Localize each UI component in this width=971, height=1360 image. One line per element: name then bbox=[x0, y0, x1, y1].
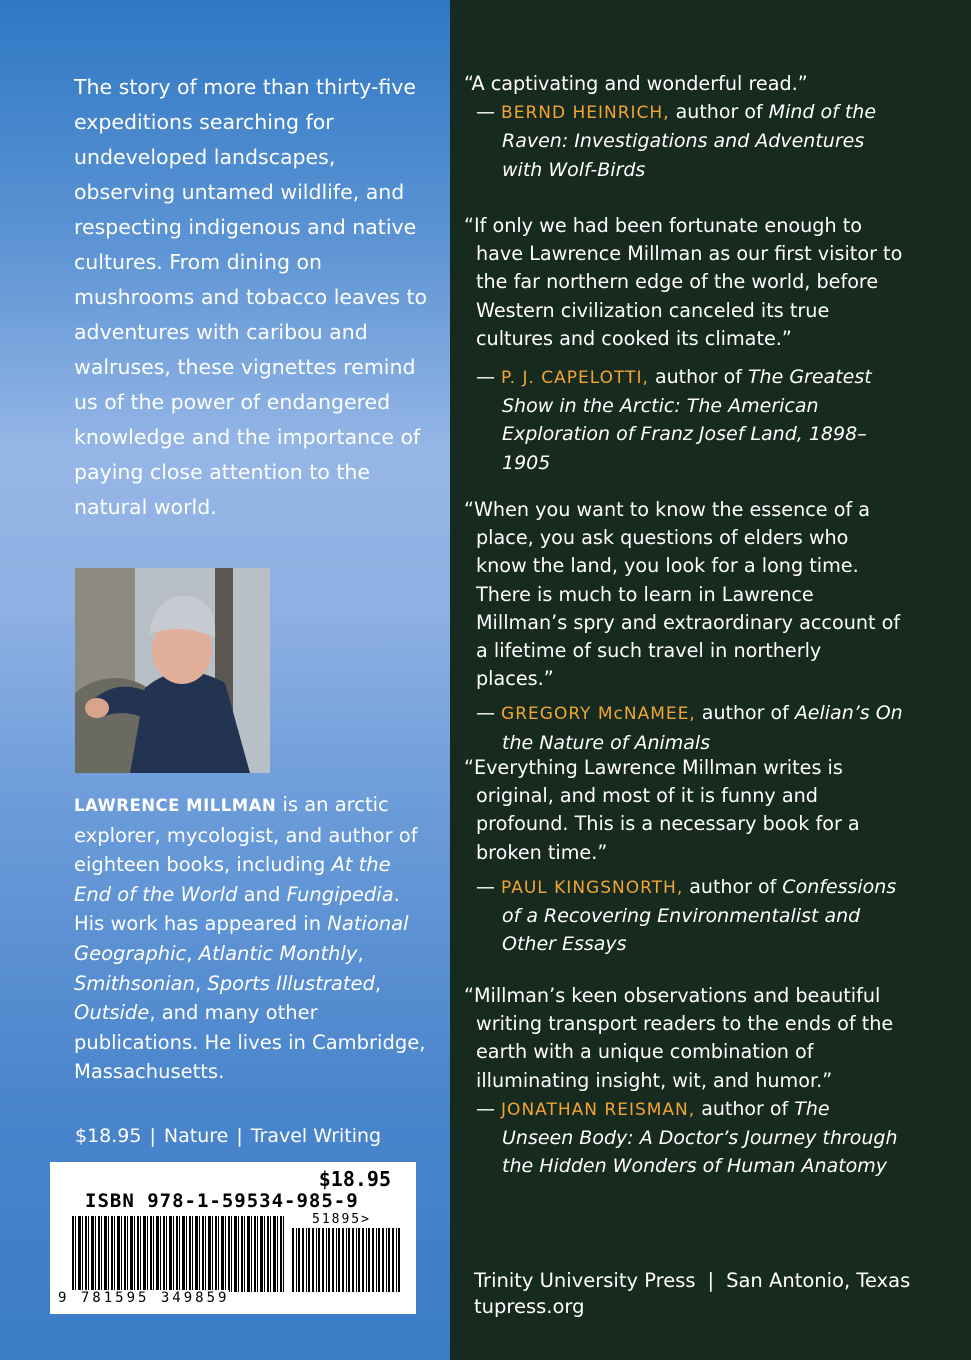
bio-text: , bbox=[357, 941, 364, 965]
barcode-price: $18.95 bbox=[318, 1167, 391, 1191]
endorsement-attribution bbox=[476, 873, 904, 959]
magazine-title: Outside bbox=[74, 1001, 150, 1025]
bio-text: , bbox=[374, 971, 382, 995]
bio-text: , and many other publications. He lives in Cambridge, Massachusetts. bbox=[74, 1001, 426, 1084]
endorser-role: author of bbox=[695, 702, 795, 725]
publisher-location: San Antonio, Texas bbox=[726, 1269, 911, 1292]
endorser-name: JONATHAN REISMAN, bbox=[501, 1099, 696, 1120]
endorser-role: author of bbox=[669, 101, 769, 124]
magazine-title: Sports Illustrated bbox=[207, 971, 375, 995]
bio-text: and bbox=[237, 882, 287, 906]
separator: | bbox=[149, 1125, 156, 1147]
dash: — bbox=[476, 702, 502, 725]
book-title: Fungipedia bbox=[286, 882, 394, 906]
endorser-name: P. J. CAPELOTTI, bbox=[501, 368, 649, 389]
endorsement-attribution bbox=[476, 363, 904, 477]
author-name: LAWRENCE MILLMAN bbox=[74, 796, 277, 815]
endorser-work: Confessions of a Recovering Environmentalist and Other Essays bbox=[502, 875, 897, 956]
endorsement bbox=[464, 496, 904, 757]
author-photo-illustration bbox=[75, 568, 270, 773]
author-photo bbox=[75, 568, 270, 773]
endorser-name: GREGORY McNAMEE, bbox=[501, 704, 696, 725]
dash: — bbox=[476, 366, 502, 389]
dash: — bbox=[476, 1097, 502, 1120]
book-blurb: The story of more than thirty-five expeditions searching for undeveloped landscapes, observing untamed wildlife, and respecting indigenous and native cultures. From dining on mushrooms and tobacco leaves to adventures with caribou and walruses, these vignettes remind us of the power of endangered knowledge and the importance of paying close attention to the natural world. bbox=[74, 75, 428, 519]
publisher-info bbox=[474, 1268, 910, 1320]
book-title: At the End of the World bbox=[74, 853, 391, 906]
endorsement-attribution bbox=[476, 699, 904, 756]
endorsement-text: “Everything Lawrence Millman writes is original, and most of it is funny and profound. This is a necessary book for a broken time.” bbox=[464, 756, 860, 864]
barcode-digits: 9 781595 349859 bbox=[58, 1290, 230, 1306]
isbn-number: ISBN 978-1-59534-985-9 bbox=[85, 1190, 359, 1212]
barcode-label bbox=[50, 1162, 416, 1314]
endorser-work: The Unseen Body: A Doctor’s Journey through the Hidden Wonders of Human Anatomy bbox=[502, 1097, 898, 1178]
author-bio bbox=[74, 790, 429, 1087]
endorser-role: author of bbox=[695, 1097, 795, 1120]
endorser-work: The Greatest Show in the Arctic: The American Exploration of Franz Josef Land, 1898–1905 bbox=[502, 366, 872, 474]
endorser-name: PAUL KINGSNORTH, bbox=[501, 877, 684, 898]
publisher-name: Trinity University Press bbox=[474, 1269, 696, 1292]
bio-text: , bbox=[194, 971, 208, 995]
endorsement-text: “When you want to know the essence of a place, you ask questions of elders who know the land, you look for a long time. There is much to learn in Lawrence Millman’s spry and extraordinary account of a lifetime of such travel in northerly places.” bbox=[464, 498, 901, 691]
dash: — bbox=[476, 101, 502, 124]
barcode-bars bbox=[72, 1216, 284, 1292]
price: $18.95 bbox=[75, 1125, 142, 1147]
endorsement bbox=[464, 70, 904, 184]
separator: | bbox=[236, 1125, 243, 1147]
publisher-url: tupress.org bbox=[474, 1295, 585, 1318]
magazine-title: Atlantic Monthly bbox=[198, 941, 358, 965]
endorsement-attribution bbox=[476, 1095, 904, 1181]
category: Nature bbox=[163, 1125, 229, 1147]
endorsement bbox=[464, 982, 904, 1180]
barcode-addon-bars bbox=[292, 1228, 400, 1292]
endorsement-text: “A captivating and wonderful read.” bbox=[464, 72, 808, 95]
endorser-work: Mind of the Raven: Investigations and Adventures with Wolf-Birds bbox=[502, 101, 877, 181]
category: Travel Writing bbox=[250, 1125, 382, 1147]
endorser-role: author of bbox=[683, 875, 783, 898]
bio-text: , bbox=[186, 941, 199, 965]
separator: | bbox=[707, 1269, 715, 1292]
bio-text: is an arctic explorer, mycologist, and author of eighteen books, including bbox=[74, 793, 418, 877]
publisher-line bbox=[474, 1268, 910, 1294]
bio-text: . His work has appeared in bbox=[74, 882, 400, 936]
magazine-title: Smithsonian bbox=[74, 971, 195, 995]
endorsement-attribution bbox=[476, 98, 904, 184]
endorser-name: BERND HEINRICH, bbox=[501, 103, 670, 124]
endorser-work: Aelian’s On the Nature of Animals bbox=[502, 702, 903, 754]
endorsement bbox=[464, 754, 904, 958]
dash: — bbox=[476, 875, 502, 898]
endorser-role: author of bbox=[648, 366, 748, 389]
magazine-title: National Geographic bbox=[74, 912, 409, 965]
barcode-addon-digits: 51895> bbox=[312, 1212, 371, 1227]
left-panel bbox=[0, 0, 450, 1360]
endorsement bbox=[464, 212, 904, 477]
price-category-line bbox=[75, 1122, 381, 1150]
endorsement-text: “Millman’s keen observations and beautiful writing transport readers to the ends of the earth with a unique combination of illuminating insight, wit, and humor.” bbox=[464, 984, 894, 1092]
endorsement-text: “If only we had been fortunate enough to have Lawrence Millman as our first visitor to the far northern edge of the world, before Western civilization canceled its true cultures and cooked its climate.” bbox=[464, 214, 903, 350]
